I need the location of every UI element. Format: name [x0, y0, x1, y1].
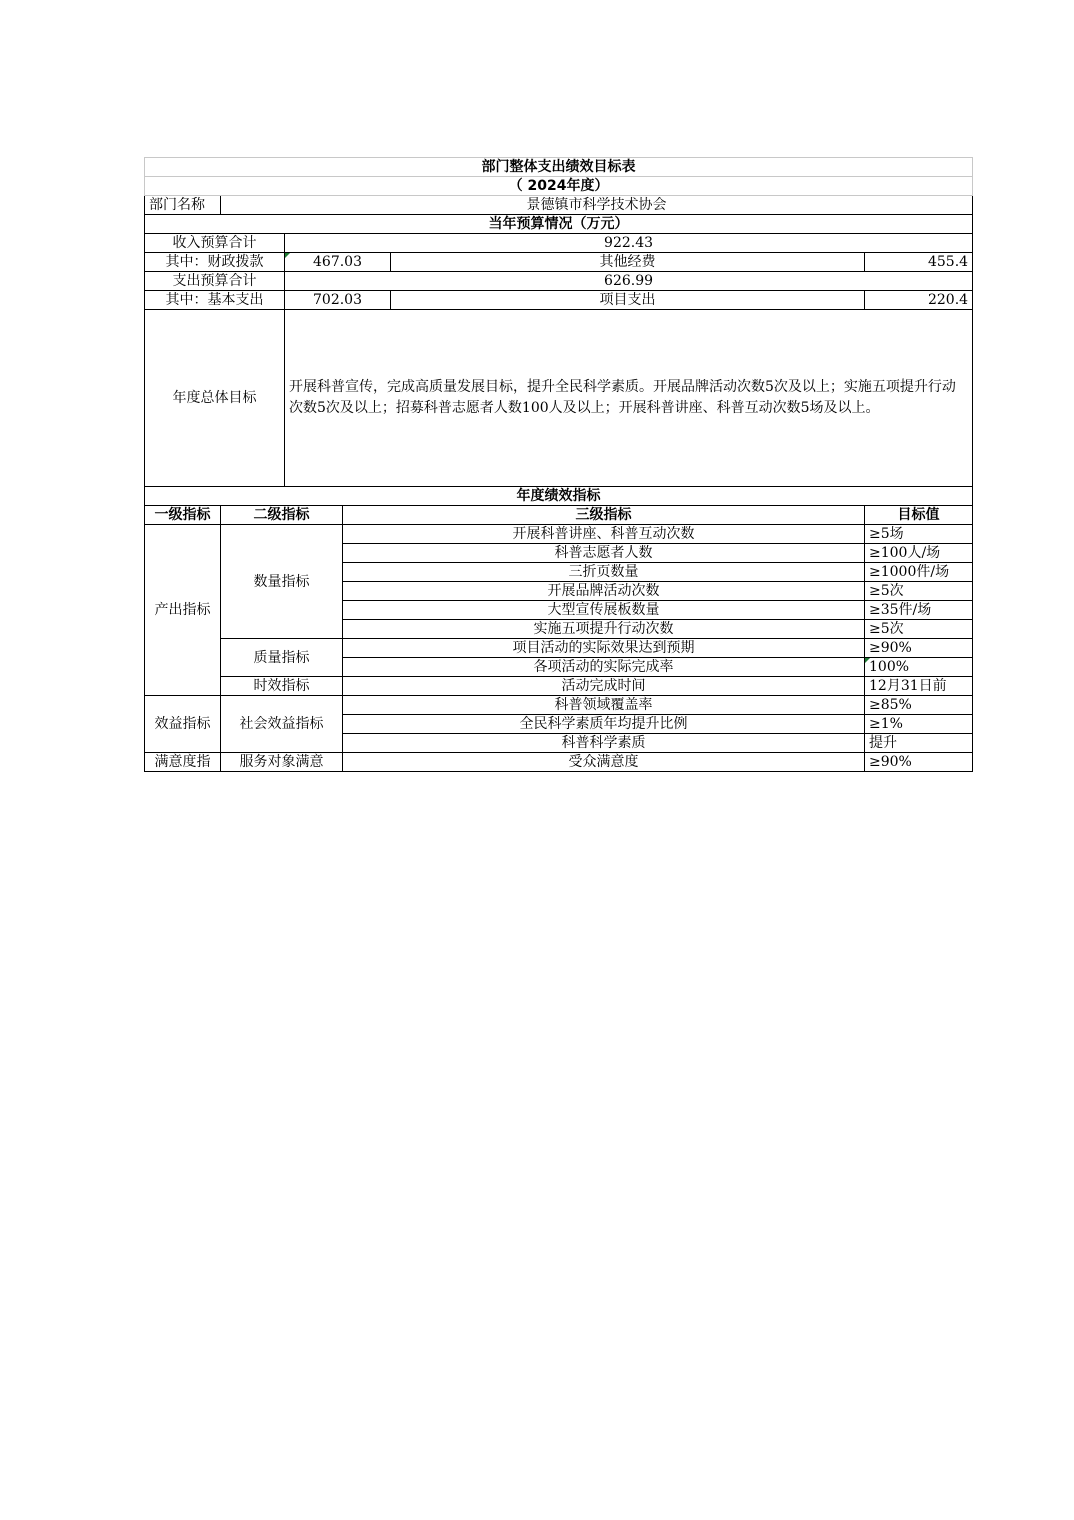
level2-quality: 质量指标: [221, 639, 343, 677]
basic-expense-value: 702.03: [285, 291, 391, 310]
annual-goal-text: 开展科普宣传，完成高质量发展目标，提升全民科学素质。开展品牌活动次数5次及以上；实施五项提升行动次数5次及以上；招募科普志愿者人数100人及以上；开展科普讲座、科普互动次数5场及以上。: [285, 310, 973, 487]
indicator-name: 全民科学素质年均提升比例: [343, 715, 865, 734]
table-row: [145, 677, 973, 696]
indicator-target: 100%: [865, 658, 973, 677]
income-total-label: 收入预算合计: [145, 234, 285, 253]
header-target: 目标值: [865, 506, 973, 525]
indicator-name: 活动完成时间: [343, 677, 865, 696]
indicator-target: ≥100人/场: [865, 544, 973, 563]
expense-total-label: 支出预算合计: [145, 272, 285, 291]
indicator-target: ≥1%: [865, 715, 973, 734]
performance-table: [144, 157, 973, 772]
level1-satisfaction: 满意度指: [145, 753, 221, 772]
sheet-year: （ 2024年度）: [145, 177, 973, 196]
indicator-target: ≥5场: [865, 525, 973, 544]
indicator-name: 项目活动的实际效果达到预期: [343, 639, 865, 658]
performance-target-sheet: [144, 157, 972, 772]
dept-name: 景德镇市科学技术协会: [221, 196, 973, 215]
indicator-target: ≥35件/场: [865, 601, 973, 620]
table-row: [145, 525, 973, 544]
indicator-name: 科普科学素质: [343, 734, 865, 753]
table-row: [145, 753, 973, 772]
indicator-target: ≥5次: [865, 582, 973, 601]
indicator-name: 科普领域覆盖率: [343, 696, 865, 715]
indicator-name: 大型宣传展板数量: [343, 601, 865, 620]
dept-label: 部门名称: [145, 196, 221, 215]
level2-service-satisfaction: 服务对象满意: [221, 753, 343, 772]
indicator-target: ≥90%: [865, 753, 973, 772]
annual-goal-label: 年度总体目标: [145, 310, 285, 487]
header-level1: 一级指标: [145, 506, 221, 525]
fiscal-label: 其中：财政拨款: [145, 253, 285, 272]
indicator-target: ≥5次: [865, 620, 973, 639]
other-funds-value: 455.4: [865, 253, 973, 272]
indicator-name: 受众满意度: [343, 753, 865, 772]
indicator-name: 三折页数量: [343, 563, 865, 582]
indicator-name: 开展科普讲座、科普互动次数: [343, 525, 865, 544]
table-row: [145, 639, 973, 658]
indicator-target: ≥1000件/场: [865, 563, 973, 582]
level1-output: 产出指标: [145, 525, 221, 696]
indicator-target: 12月31日前: [865, 677, 973, 696]
indicator-name: 实施五项提升行动次数: [343, 620, 865, 639]
expense-total-value: 626.99: [285, 272, 973, 291]
level2-timeliness: 时效指标: [221, 677, 343, 696]
indicator-target: ≥90%: [865, 639, 973, 658]
indicator-name: 各项活动的实际完成率: [343, 658, 865, 677]
level2-quantity: 数量指标: [221, 525, 343, 639]
header-level3: 三级指标: [343, 506, 865, 525]
table-row: [145, 696, 973, 715]
indicator-target: ≥85%: [865, 696, 973, 715]
indicator-target: 提升: [865, 734, 973, 753]
basic-expense-label: 其中：基本支出: [145, 291, 285, 310]
sheet-title: 部门整体支出绩效目标表: [145, 158, 973, 177]
other-funds-label: 其他经费: [391, 253, 865, 272]
fiscal-value: 467.03: [285, 253, 391, 272]
indicator-name: 开展品牌活动次数: [343, 582, 865, 601]
income-total-value: 922.43: [285, 234, 973, 253]
budget-section-title: 当年预算情况（万元）: [145, 215, 973, 234]
project-expense-value: 220.4: [865, 291, 973, 310]
header-level2: 二级指标: [221, 506, 343, 525]
project-expense-label: 项目支出: [391, 291, 865, 310]
level2-social-benefit: 社会效益指标: [221, 696, 343, 753]
level1-benefit: 效益指标: [145, 696, 221, 753]
indicators-section-title: 年度绩效指标: [145, 487, 973, 506]
indicator-name: 科普志愿者人数: [343, 544, 865, 563]
